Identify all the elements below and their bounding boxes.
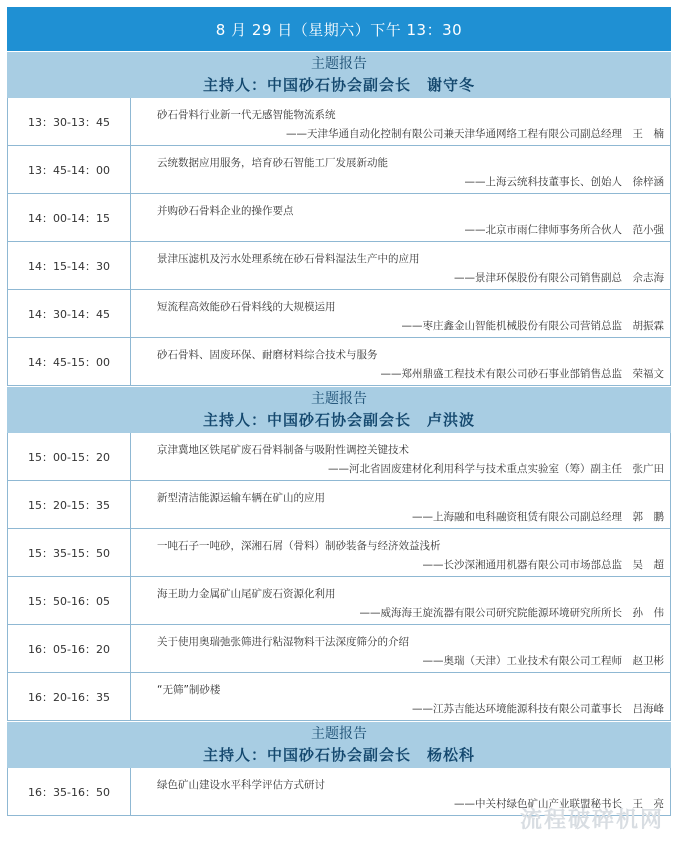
agenda-content [131, 194, 670, 241]
session-header [7, 721, 671, 768]
agenda-time: 15：50-16：05 [8, 577, 131, 624]
agenda-content [131, 98, 670, 145]
session-header [7, 386, 671, 433]
agenda-content [131, 146, 670, 193]
agenda-time: 13：30-13：45 [8, 98, 131, 145]
agenda-content [131, 625, 670, 672]
agenda-content [131, 577, 670, 624]
agenda-content [131, 290, 670, 337]
date-header: 8 月 29 日（星期六）下午 13：30 [7, 7, 671, 51]
agenda-topic: 绿色矿山建设水平科学评估方式研讨 [157, 779, 325, 791]
agenda-speaker: ——中关村绿色矿山产业联盟秘书长 王 亮 [454, 798, 664, 810]
agenda-topic: 新型清洁能源运输车辆在矿山的应用 [157, 492, 325, 504]
agenda-time: 14：30-14：45 [8, 290, 131, 337]
agenda-time: 13：45-14：00 [8, 146, 131, 193]
agenda-topic: 关于使用奥瑞弛张筛进行粘湿物料干法深度筛分的介绍 [157, 636, 409, 648]
agenda-time: 14：00-14：15 [8, 194, 131, 241]
agenda-row [7, 577, 671, 625]
agenda-content [131, 481, 670, 528]
agenda-row [7, 768, 671, 816]
agenda-topic: 海王助力金属矿山尾矿废石资源化利用 [157, 588, 336, 600]
agenda-page [7, 7, 671, 842]
agenda-speaker: ——郑州鼎盛工程技术有限公司砂石事业部销售总监 荣福文 [380, 368, 664, 380]
agenda-speaker: ——河北省固废建材化利用科学与技术重点实验室（筹）副主任 张广田 [328, 463, 664, 475]
agenda-content [131, 768, 670, 815]
agenda-topic: 云统数据应用服务，培育砂石智能工厂发展新动能 [157, 157, 388, 169]
agenda-speaker: ——景津环保股份有限公司销售副总 佘志海 [454, 272, 664, 284]
agenda-row [7, 194, 671, 242]
agenda-speaker: ——北京市雨仁律师事务所合伙人 范小强 [464, 224, 664, 236]
watermark-logo: 流程破碎机网 [519, 808, 664, 833]
agenda-row [7, 290, 671, 338]
session-host: 主持人：中国砂石协会副会长 卢洪波 [202, 411, 475, 429]
agenda-row [7, 98, 671, 146]
agenda-content [131, 338, 670, 385]
agenda-row [7, 529, 671, 577]
agenda-row [7, 673, 671, 721]
agenda-topic: “无筛”制砂楼 [157, 684, 221, 696]
session-header [7, 51, 671, 98]
agenda-time: 16：20-16：35 [8, 673, 131, 720]
agenda-row [7, 242, 671, 290]
agenda-topic: 并购砂石骨料企业的操作要点 [157, 205, 294, 217]
agenda-row [7, 433, 671, 481]
agenda-content [131, 433, 670, 480]
session-title: 主题报告 [311, 726, 367, 742]
agenda-time: 15：35-15：50 [8, 529, 131, 576]
agenda-row [7, 481, 671, 529]
session-host: 主持人：中国砂石协会副会长 杨松科 [202, 746, 475, 764]
agenda-row [7, 625, 671, 673]
agenda-topic: 景津压滤机及污水处理系统在砂石骨料湿法生产中的应用 [157, 253, 420, 265]
agenda-speaker: ——上海云统科技董事长、创始人 徐梓涵 [464, 176, 664, 188]
agenda-topic: 砂石骨料、固废环保、耐磨材料综合技术与服务 [157, 349, 378, 361]
agenda-speaker: ——江苏吉能达环境能源科技有限公司董事长 吕海峰 [412, 703, 664, 715]
agenda-time: 14：15-14：30 [8, 242, 131, 289]
agenda-topic: 短流程高效能砂石骨料线的大规模运用 [157, 301, 336, 313]
agenda-content [131, 673, 670, 720]
agenda-speaker: ——上海融和电科融资租赁有限公司副总经理 郭 鹏 [412, 511, 664, 523]
session-title: 主题报告 [311, 56, 367, 72]
agenda-speaker: ——奥瑞（天津）工业技术有限公司工程师 赵卫彬 [422, 655, 664, 667]
agenda-sessions [7, 51, 671, 816]
agenda-time: 16：05-16：20 [8, 625, 131, 672]
session-host: 主持人：中国砂石协会副会长 谢守冬 [202, 76, 475, 94]
agenda-topic: 京津冀地区铁尾矿废石骨料制备与吸附性调控关键技术 [157, 444, 409, 456]
agenda-content [131, 242, 670, 289]
agenda-speaker: ——枣庄鑫金山智能机械股份有限公司营销总监 胡振霖 [401, 320, 664, 332]
agenda-topic: 一吨石子一吨砂，深湘石屑（骨料）制砂装备与经济效益浅析 [157, 540, 441, 552]
agenda-time: 15：00-15：20 [8, 433, 131, 480]
agenda-content [131, 529, 670, 576]
agenda-row [7, 146, 671, 194]
agenda-speaker: ——威海海王旋流器有限公司研究院能源环境研究所所长 孙 伟 [359, 607, 664, 619]
agenda-row [7, 338, 671, 386]
agenda-time: 15：20-15：35 [8, 481, 131, 528]
agenda-speaker: ——长沙深湘通用机器有限公司市场部总监 吴 超 [422, 559, 664, 571]
agenda-speaker: ——天津华通自动化控制有限公司兼天津华通网络工程有限公司副总经理 王 楠 [286, 128, 664, 140]
agenda-time: 16：35-16：50 [8, 768, 131, 815]
session-title: 主题报告 [311, 391, 367, 407]
agenda-topic: 砂石骨料行业新一代无感智能物流系统 [157, 109, 336, 121]
agenda-time: 14：45-15：00 [8, 338, 131, 385]
